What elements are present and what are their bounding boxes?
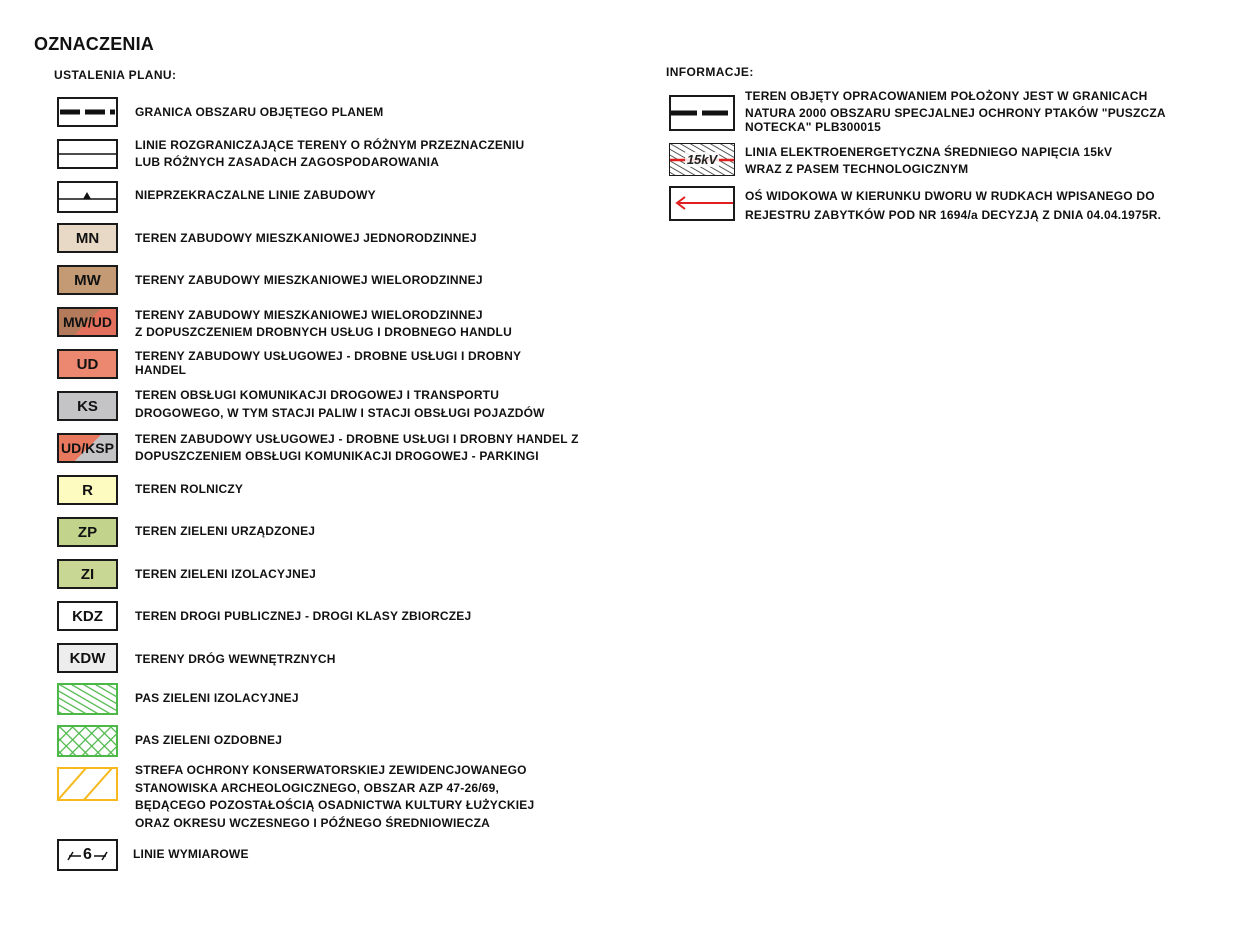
legend-item-description: TEREN ZIELENI URZĄDZONEJ [135,524,316,538]
legend-item-description: PAS ZIELENI IZOLACYJNEJ [135,691,299,705]
legend-item-description: LINIE WYMIAROWE [133,847,249,861]
legend-item-description: TEREN ZABUDOWY USŁUGOWEJ - DROBNE USŁUGI I DROBNY HANDEL Z DOPUSZCZENIEM OBSŁUGI KOMUNIKACJI DROGOWEJ - PARKINGI [135,432,579,463]
symbol-ks: KS [57,391,118,421]
view-axis-arrow-icon [669,186,735,221]
legend-title: OZNACZENIA [34,34,154,54]
natura-boundary-icon [669,95,735,131]
legend-item-description: STREFA OCHRONY KONSERWATORSKIEJ ZEWIDENCJOWANEGO STANOWISKA ARCHEOLOGICZNEGO, OBSZAR AZP 47-26/69, BĘDĄCEGO POZOSTAŁOŚCIĄ OSADNICTWA KULTURY ŁUŻYCKIEJ ORAZ OKRESU WCZESNEGO I PÓŹNEGO ŚREDNIOWIECZA [135,763,535,830]
legend-item-description: LINIE ROZGRANICZAJĄCE TERENY O RÓŻNYM PRZEZNACZENIU LUB RÓŻNYCH ZASADACH ZAGOSPODAROWANIA [135,138,525,169]
cross-hatch-green-icon [57,725,118,757]
legend-item-description: TEREN DROGI PUBLICZNEJ - DROGI KLASY ZBIORCZEJ [135,609,472,623]
info-item-description: LINIA ELEKTROENERGETYCZNA ŚREDNIEGO NAPIĘCIA 15kV WRAZ Z PASEM TECHNOLOGICZNYM [745,145,1113,176]
dashed-boundary-icon [57,97,118,127]
plan-section-heading: USTALENIA PLANU: [54,68,177,82]
symbol-zp: ZP [57,517,118,547]
symbol-ud: UD [57,349,118,379]
diagonal-hatch-yellow-icon [57,767,118,801]
legend-item-description: TERENY ZABUDOWY USŁUGOWEJ - DROBNE USŁUGI I DROBNY HANDEL [135,349,522,377]
legend-item-description: TERENY ZABUDOWY MIESZKANIOWEJ WIELORODZINNEJ [135,273,483,287]
info-section-heading: INFORMACJE: [666,65,754,79]
legend-item-description: TEREN ROLNICZY [135,482,244,496]
symbol-mn: MN [57,223,118,253]
info-item-description: TEREN OBJĘTY OPRACOWANIEM POŁOŻONY JEST W GRANICACH NATURA 2000 OBSZARU SPECJALNEJ OCHRONY PTAKÓW "PUSZCZA NOTECKA" PLB300015 [745,89,1166,134]
legend-item-description: GRANICA OBSZARU OBJĘTEGO PLANEM [135,105,384,119]
legend-item-description: NIEPRZEKRACZALNE LINIE ZABUDOWY [135,188,376,202]
symbol-kdz: KDZ [57,601,118,631]
legend-item-description: TERENY DRÓG WEWNĘTRZNYCH [135,652,336,666]
symbol-ud-ksp: UD/KSP [57,433,118,463]
building-line-icon [57,181,118,213]
symbol-r: R [57,475,118,505]
solid-line-icon [57,139,118,169]
info-item-description: OŚ WIDOKOWA W KIERUNKU DWORU W RUDKACH WPISANEGO DO REJESTRU ZABYTKÓW POD NR 1694/a DECYZJĄ Z DNIA 04.04.1975R. [745,189,1162,222]
symbol-mw: MW [57,265,118,295]
legend-item-description: PAS ZIELENI OZDOBNEJ [135,733,283,747]
dimension-line-icon: 6 [57,839,118,871]
legend-item-description: TEREN OBSŁUGI KOMUNIKACJI DROGOWEJ I TRANSPORTU DROGOWEGO, W TYM STACJI PALIW I STACJI OBSŁUGI POJAZDÓW [135,388,545,420]
diagonal-hatch-green-icon [57,683,118,715]
symbol-mw-ud: MW/UD [57,307,118,337]
legend-item-description: TEREN ZABUDOWY MIESZKANIOWEJ JEDNORODZINNEJ [135,231,477,245]
legend-item-description: TEREN ZIELENI IZOLACYJNEJ [135,567,317,581]
symbol-kdw: KDW [57,643,118,673]
power-line-icon: 15kV [669,143,735,176]
legend-item-description: TERENY ZABUDOWY MIESZKANIOWEJ WIELORODZINNEJ Z DOPUSZCZENIEM DROBNYCH USŁUG I DROBNEGO HANDLU [135,308,512,339]
symbol-zi: ZI [57,559,118,589]
